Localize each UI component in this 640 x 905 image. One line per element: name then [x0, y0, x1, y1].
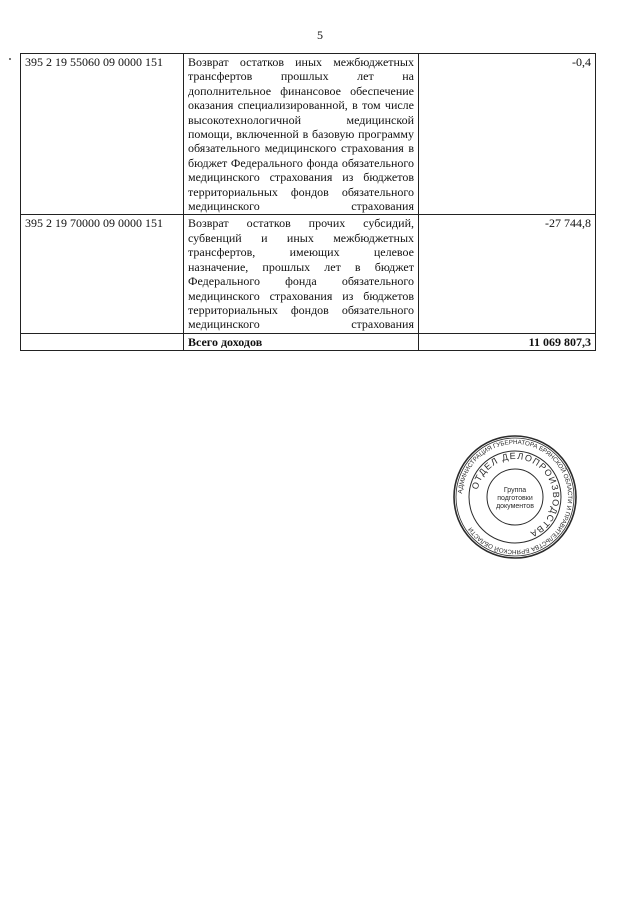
department-stamp	[452, 434, 578, 560]
stamp-center-line-1: Группа	[503, 487, 527, 494]
code-cell: 395 2 19 70000 09 0000 151	[21, 215, 184, 333]
budget-revenue-table	[20, 53, 596, 351]
total-code-cell	[21, 333, 184, 350]
margin-mark	[9, 58, 11, 60]
stamp-center-line-3: документов	[496, 503, 534, 510]
table-body	[21, 54, 596, 351]
code-cell: 395 2 19 55060 09 0000 151	[21, 54, 184, 215]
amount-cell: -0,4	[419, 54, 596, 215]
amount-cell: -27 744,8	[419, 215, 596, 333]
table-row	[21, 54, 596, 215]
page-number: 5	[317, 28, 323, 42]
table-row	[21, 215, 596, 333]
total-label-cell: Всего доходов	[184, 333, 419, 350]
total-row	[21, 333, 596, 350]
stamp-outer-text: АДМИНИСТРАЦИЯ ГУБЕРНАТОРА БРЯНСКОЙ ОБЛАСТИ И ПРАВИТЕЛЬСТВА БРЯНСКОЙ ОБЛАСТИ	[457, 438, 574, 556]
stamp-center-line-2: подготовки	[497, 495, 533, 502]
description-cell: Возврат остатков иных межбюджетных трансфертов прошлых лет на дополнительное финансовое обеспечение оказания специализированной, в том числе высокотехнологичной медицинской помощи, включенной в базовую программу обязательного медицинского страхования в бюджет Федерального фонда обязательного медицинского страхования из бюджетов территориальных фондов обязательного медицинского страхования	[184, 54, 419, 215]
total-amount-cell: 11 069 807,3	[419, 333, 596, 350]
stamp-inner-text: ОТДЕЛ ДЕЛОПРОИЗВОДСТВА	[469, 450, 562, 540]
description-cell: Возврат остатков прочих субсидий, субвенций и иных межбюджетных трансфертов, имеющих целевое назначение, прошлых лет в бюджет Федерального фонда обязательного медицинского страхования из бюджетов территориальных фондов обязательного медицинского страхования	[184, 215, 419, 333]
